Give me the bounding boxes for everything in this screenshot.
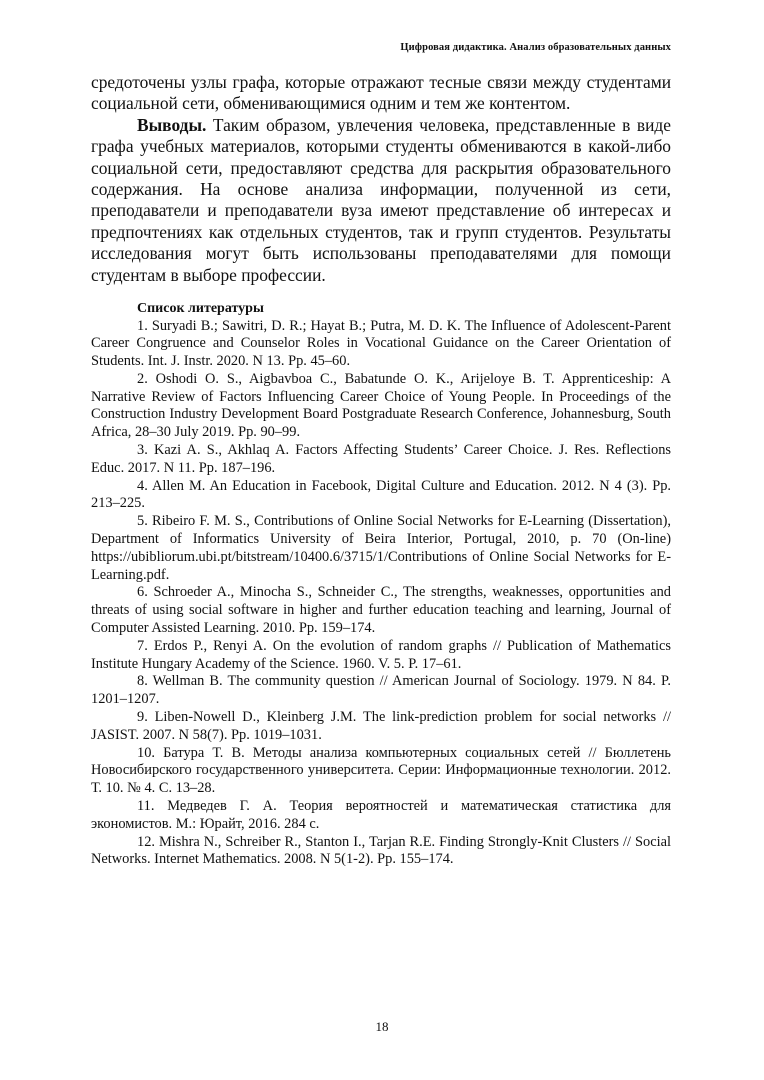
main-text (91, 72, 671, 286)
reference-item: 4. Allen M. An Education in Facebook, Digital Culture and Education. 2012. N 4 (3). Pp. 213–225. (91, 477, 671, 512)
conclusion-text: Таким образом, увлечения человека, представленные в виде графа учебных материалов, которыми студенты обмениваются в какой-либо социальной сети, предоставляют средства для раскрытия образовательного содержания. На основе анализа информации, полученной из сети, преподаватели и преподаватели вуза имеют представление об интересах и предпочтениях как отдельных студентов, так и групп студентов. Результаты исследования могут быть использованы преподавателями для помощи студентам в выборе профессии. (91, 114, 671, 285)
reference-item: 9. Liben-Nowell D., Kleinberg J.M. The link-prediction problem for social networks // JASIST. 2007. N 58(7). Pp. 1019–1031. (91, 709, 671, 743)
running-header: Цифровая дидактика. Анализ образовательных данных (400, 42, 671, 53)
reference-item: 7. Erdos P., Renyi A. On the evolution of random graphs // Publication of Mathematics Institute Hungary Academy of the Science. 1960. V. 5. P. 17–61. (91, 637, 671, 672)
reference-item: 3. Kazi A. S., Akhlaq A. Factors Affecting Students’ Career Choice. J. Res. Reflections Educ. 2017. N 11. Pp. 187–196. (91, 442, 671, 476)
reference-item: 5. Ribeiro F. M. S., Contributions of Online Social Networks for E-Learning (Dissertation), Department of Informatics University of Beira Interior, Portugal, 2010, p. 70 (On-line) https://ubibliorum.ubi.pt/bitstream/10400.6/3715/1/Contributions of Online Social Networks for E-Learning.pdf. (91, 513, 671, 583)
reference-item: 12. Mishra N., Schreiber R., Stanton I., Tarjan R.E. Finding Strongly-Knit Clusters // Social Networks. Internet Mathematics. 2008. N 5(1-2). Pp. 155–174. (91, 833, 671, 868)
references-section (91, 300, 671, 869)
reference-item: 11. Медведев Г. А. Теория вероятностей и математическая статистика для экономистов. М.: Юрайт, 2016. 284 с. (91, 798, 671, 832)
references-title: Список литературы (137, 301, 264, 316)
reference-item: 2. Oshodi O. S., Aigbavboa C., Babatunde O. K., Arijeloye B. T. Apprenticeship: A Narrative Review of Factors Influencing Career Choice of Young People. In Proceedings of the Construction Industry Development Board Postgraduate Research Conference, Johannesburg, South Africa, 28–30 July 2019. Pp. 90–99. (91, 370, 671, 441)
references-list (91, 318, 671, 870)
paragraph-continuation: средоточены узлы графа, которые отражают тесные связи между студентами социальной сети, обменивающимися одним и тем же контентом. (91, 72, 671, 114)
conclusion-paragraph (91, 115, 671, 286)
reference-item: 1. Suryadi B.; Sawitri, D. R.; Hayat B.; Putra, M. D. K. The Influence of Adolescent-Parent Career Congruence and Counselor Roles in Vocational Guidance on the Career Orientation of Students. Int. J. Instr. 2020. N 13. Pp. 45–60. (91, 317, 671, 370)
conclusion-label: Выводы. (137, 114, 207, 135)
page-number: 18 (375, 1019, 389, 1034)
reference-item: 10. Батура Т. В. Методы анализа компьютерных социальных сетей // Бюллетень Новосибирского государственного университета. Серии: Информационные технологии. 2012. Т. 10. № 4. С. 13–28. (91, 744, 671, 797)
reference-item: 6. Schroeder A., Minocha S., Schneider C., The strengths, weaknesses, opportunities and threats of using social software in higher and further education teaching and learning, Journal of Computer Assisted Learning. 2010. Pp. 159–174. (91, 584, 671, 637)
reference-item: 8. Wellman B. The community question // American Journal of Sociology. 1979. N 84. P. 1201–1207. (91, 673, 671, 708)
